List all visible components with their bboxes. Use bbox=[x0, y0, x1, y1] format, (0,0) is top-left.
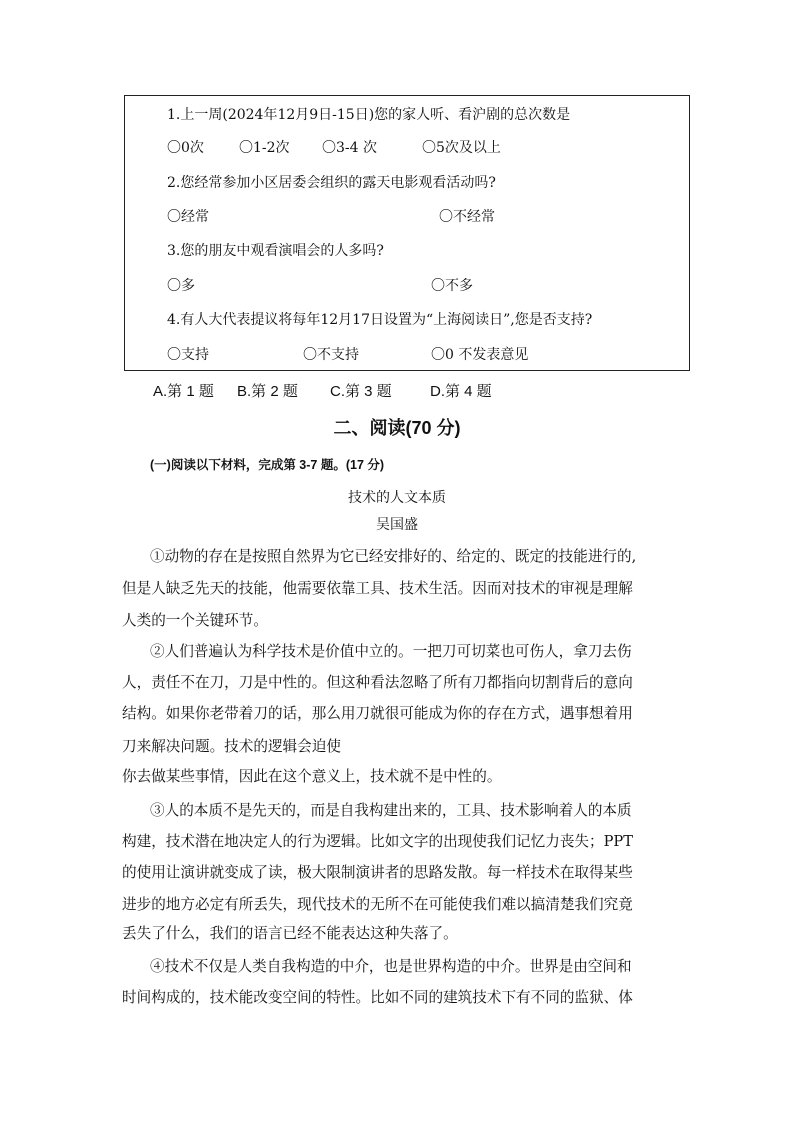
radio-option[interactable]: 〇不支持 bbox=[303, 347, 359, 363]
radio-option[interactable]: 〇不多 bbox=[431, 278, 473, 294]
survey-question-3: 3.您的朋友中观看演唱会的人多吗? bbox=[167, 243, 384, 259]
paragraph-line: 丢失了什么，我们的语言已经不能表达这种失落了。 bbox=[122, 925, 458, 942]
paragraph-line: 结构。如果你老带着刀的话，那么用刀就很可能成为你的存在方式，遇事想着用 bbox=[122, 705, 633, 722]
survey-box bbox=[124, 95, 690, 371]
paragraph-line: ④技术不仅是人类自我构造的中介，也是世界构造的中介。世界是由空间和 bbox=[150, 958, 632, 975]
paragraph-line: 构建，技术潜在地决定人的行为逻辑。比如文字的出现使我们记忆力丧失；PPT bbox=[122, 833, 633, 850]
paragraph-line: ②人们普遍认为科学技术是价值中立的。一把刀可切菜也可伤人，拿刀去伤 bbox=[150, 643, 632, 660]
paragraph-line: ③人的本质不是先天的，而是自我构建出来的，工具、技术影响着人的本质 bbox=[150, 802, 632, 819]
radio-option[interactable]: 〇1-2次 bbox=[239, 140, 290, 156]
paragraph-line: 你去做某些事情，因此在这个意义上，技术就不是中性的。 bbox=[122, 768, 502, 785]
radio-option[interactable]: 〇经常 bbox=[167, 209, 209, 225]
radio-option[interactable]: 〇不经常 bbox=[439, 209, 495, 225]
paragraph-line: 时间构成的，技术能改变空间的特性。比如不同的建筑技术下有不同的监狱、体 bbox=[122, 989, 633, 1006]
article-title: 技术的人文本质 bbox=[348, 490, 446, 506]
choice-c[interactable]: C.第 3 题 bbox=[330, 383, 392, 400]
choice-a[interactable]: A.第 1 题 bbox=[153, 383, 214, 400]
survey-question-4: 4.有人大代表提议将每年12月17日设置为“上海阅读日”,您是否支持? bbox=[167, 312, 593, 328]
survey-question-2: 2.您经常参加小区居委会组织的露天电影观看活动吗? bbox=[167, 175, 496, 191]
article-author: 吴国盛 bbox=[376, 517, 418, 533]
choice-d[interactable]: D.第 4 题 bbox=[430, 383, 492, 400]
paragraph-line: 的使用让演讲就变成了读，极大限制演讲者的思路发散。每一样技术在取得某些 bbox=[122, 864, 633, 881]
radio-option[interactable]: 〇5次及以上 bbox=[422, 140, 501, 156]
survey-question-1: 1.上一周(2024年12月9日-15日)您的家人听、看沪剧的总次数是 bbox=[167, 107, 571, 123]
radio-option[interactable]: 〇支持 bbox=[167, 347, 209, 363]
radio-option[interactable]: 〇多 bbox=[167, 278, 195, 294]
paragraph-line: 人，责任不在刀，刀是中性的。但这种看法忽略了所有刀都指向切割背后的意向 bbox=[122, 674, 633, 691]
paragraph-line: 但是人缺乏先天的技能，他需要依靠工具、技术生活。因而对技术的审视是理解 bbox=[122, 580, 633, 597]
reading-instruction: (一)阅读以下材料，完成第 3-7 题。(17 分) bbox=[150, 458, 385, 472]
section-title: 二、阅读(70 分) bbox=[333, 418, 461, 438]
radio-option[interactable]: 〇3-4 次 bbox=[322, 140, 377, 156]
radio-option[interactable]: 〇0 不发表意见 bbox=[431, 347, 529, 363]
paragraph-line: ①动物的存在是按照自然界为它已经安排好的、给定的、既定的技能进行的, bbox=[150, 548, 637, 565]
choice-b[interactable]: B.第 2 题 bbox=[237, 383, 298, 400]
radio-option[interactable]: 〇0次 bbox=[167, 140, 204, 156]
paragraph-line: 人类的一个关键环节。 bbox=[122, 612, 268, 629]
paragraph-line: 刀来解决问题。技术的逻辑会迫使 bbox=[122, 738, 341, 755]
paragraph-line: 进步的地方必定有所丢失，现代技术的无所不在可能使我们难以搞清楚我们究竟 bbox=[122, 896, 633, 913]
